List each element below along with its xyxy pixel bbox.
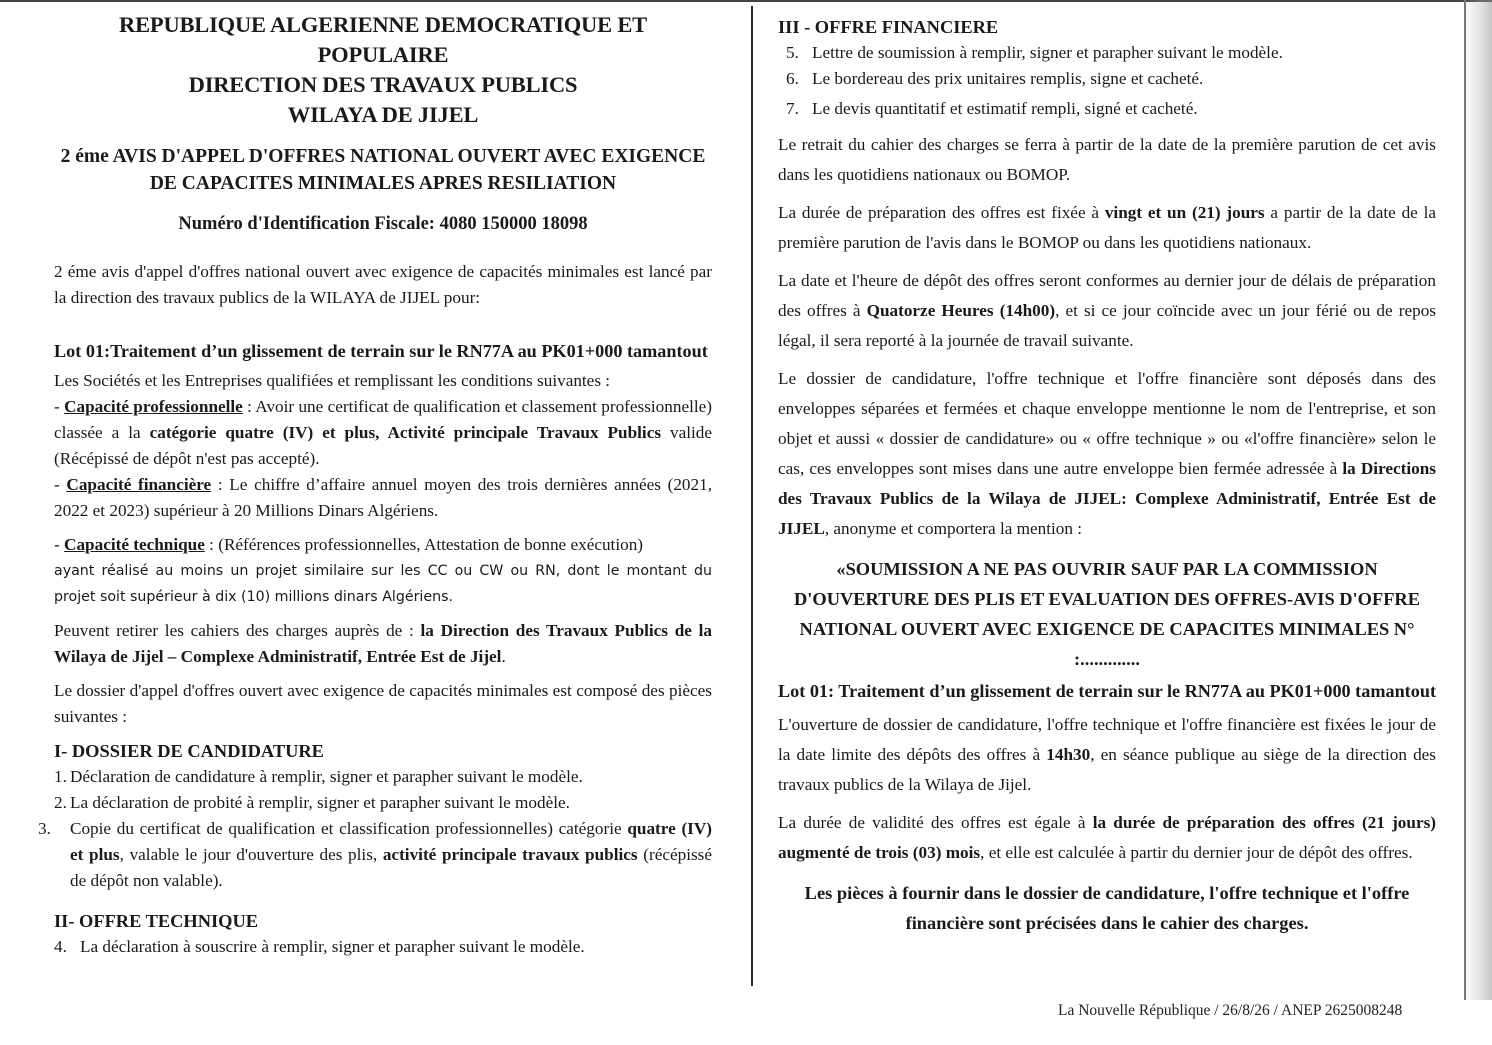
item-3-text-b: , valable le jour d'ouverture des plis, (119, 845, 383, 864)
validite-paragraph (778, 808, 1436, 868)
notice-title-line1: 2 éme AVIS D'APPEL D'OFFRES NATIONAL OUVERT AVEC EXIGENCE (60, 146, 706, 167)
ouverture-end: , en séance publique au siège de la direction des travaux publics de la Wilaya de Jijel. (778, 745, 1436, 794)
list-item: 2. La déclaration de probité à remplir, signer et parapher suivant le modèle. (54, 793, 570, 812)
mention-line1: «SOUMISSION A NE PAS OUVRIR SAUF PAR LA COMMISSION (836, 559, 1378, 579)
list-item: 1. Déclaration de candidature à remplir, signer et parapher suivant le modèle. (54, 767, 583, 786)
retrait-paragraph (54, 618, 712, 670)
item-3-bold-category: quatre (IV) et plus (70, 819, 712, 864)
depot-end: , et si ce jour coïncide avec un jour férié ou de repos légal, il sera reporté à la journée de travail suivante. (778, 301, 1436, 350)
section-offre-technique: II- OFFRE TECHNIQUE (54, 911, 259, 931)
scan-edge-shadow (1462, 0, 1492, 1000)
header-republique: REPUBLIQUE ALGERIENNE DEMOCRATIQUE ET POPULAIRE (119, 12, 647, 67)
section-offre-financiere: III - OFFRE FINANCIERE (778, 17, 999, 37)
capacite-technique-text: : (Références professionnelles, Attestation de bonne exécution) (204, 535, 644, 554)
capacite-professionnelle-text: : Avoir une certificat de qualification et classement professionnelle) classée a la (54, 397, 712, 442)
notice-title-line2: DE CAPACITES MINIMALES APRES RESILIATION (149, 173, 617, 194)
financiere-list (778, 40, 1436, 122)
notice-title (54, 143, 712, 197)
item-6-text: Le bordereau des prix unitaires remplis, signe et cacheté. (812, 69, 1204, 88)
list-item: 7. Le devis quantitatif et estimatif rempli, signé et cacheté. (786, 99, 1198, 118)
lot-heading-right: Lot 01: Traitement d’un glissement de terrain sur le RN77A au PK01+000 tamantout (778, 681, 1437, 701)
item-7-text: Le devis quantitatif et estimatif rempli, signé et cacheté. (812, 99, 1198, 118)
item-1-text: Déclaration de candidature à remplir, signer et parapher suivant le modèle. (70, 767, 583, 786)
validite-end: , et elle est calculée à partir du dernier jour de dépôt des offres. (980, 843, 1413, 862)
item-5-text: Lettre de soumission à remplir, signer et parapher suivant le modèle. (812, 43, 1283, 62)
tax-id: Numéro d'Identification Fiscale: 4080 150000 18098 (178, 214, 588, 234)
capacite-financiere-text: : Le chiffre d’affaire annuel moyen des trois dernières années (2021, 2022 et 2023) supérieur à 20 Millions Dinars Algériens. (54, 475, 712, 520)
lot-heading-left: Lot 01:Traitement d’un glissement de terrain sur le RN77A au PK01+000 tamantout (54, 341, 708, 361)
capacite-technique-label: Capacité technique (64, 535, 205, 554)
conditions-block (54, 368, 712, 610)
header-direction: DIRECTION DES TRAVAUX PUBLICS (188, 72, 578, 97)
item-3-bold-activity: activité principale travaux publics (382, 845, 638, 864)
enveloppes-address: la Directions des Travaux Publics de la Wilaya de JIJEL: Complexe Administratif, Entrée Est de JIJEL (778, 459, 1436, 538)
duree-end: a partir de la date de la première parution de l'avis dans le BOMOP ou dans les quotidiens nationaux. (778, 203, 1437, 252)
column-divider (751, 6, 753, 986)
validite-text: La durée de validité des offres est égale à (778, 813, 1093, 832)
validite-bold: la durée de préparation des offres (21 jours) augmenté de trois (03) mois (778, 813, 1436, 862)
enveloppes-end: , anonyme et comportera la mention : (824, 519, 1083, 538)
intro-paragraph: 2 éme avis d'appel d'offres national ouvert avec exigence de capacités minimales est lancé par la direction des travaux publics de la WILAYA de JIJEL pour: (54, 262, 712, 307)
retrait-text: Peuvent retirer les cahiers des charges auprès de : (54, 621, 421, 640)
depot-bold: Quatorze Heures (14h00) (866, 301, 1056, 320)
capacite-technique-detail: ayant réalisé au moins un projet similaire sur les CC ou CW ou RN, dont le montant du projet soit supérieur à dix (10) millions dinars Algériens. (54, 563, 712, 605)
mention-line2: D'OUVERTURE DES PLIS ET EVALUATION DES OFFRES-AVIS D'OFFRE (794, 589, 1420, 609)
header-wilaya: WILAYA DE JIJEL (287, 102, 479, 127)
retrait-end: . (501, 647, 506, 666)
top-rule (0, 0, 1492, 2)
left-column (38, 10, 712, 960)
ouverture-time: 14h30 (1046, 745, 1091, 764)
capacite-professionnelle-end: valide (Récépissé de dépôt n'est pas accepté). (54, 423, 712, 468)
mention-block (778, 554, 1436, 674)
list-item: 4. La déclaration à souscrire à remplir, signer et parapher suivant le modèle. (54, 937, 585, 956)
enveloppes-text: Le dossier de candidature, l'offre technique et l'offre financière sont déposés dans des enveloppes séparées et fermées et chaque enveloppe mentionne le nom de l'entreprise, et son objet et aussi « dossier de candidature» ou « offre technique » ou «l'offre financière» selon le cas, ces enveloppes sont mises dans une autre enveloppe bien fermée adressée à (778, 369, 1436, 478)
ouverture-paragraph (778, 710, 1436, 800)
capacite-technique: - Capacité technique : (Références professionnelles, Attestation de bonne exécution) (54, 535, 644, 554)
list-item: 3. Copie du certificat de qualification et classification professionnelles) catégorie quatre (IV) et plus, valable le jour d'ouverture des plis, activité principale travaux publics (récépissé de dépôt non valable). (38, 819, 712, 890)
final-note (778, 878, 1436, 938)
candidature-list (38, 764, 712, 894)
duree-paragraph (778, 198, 1436, 258)
retrait-address: la Direction des Travaux Publics de la Wilaya de Jijel – Complexe Administratif, Entrée Est de Jijel (54, 621, 712, 666)
capacite-professionnelle: - Capacité professionnelle : Avoir une certificat de qualification et classement professionnelle) classée a la catégorie quatre (IV) et plus, Activité principale Travaux Publics valide (Récépissé de dépôt n'est pas accepté). (54, 397, 712, 468)
final-note-line2: financière sont précisées dans le cahier des charges. (905, 913, 1309, 933)
section-dossier-candidature: I- DOSSIER DE CANDIDATURE (54, 741, 324, 761)
ouverture-text: L'ouverture de dossier de candidature, l'offre technique et l'offre financière est fixées le jour de la date limite des dépôts des offres à (778, 715, 1436, 764)
duree-text: La durée de préparation des offres est fixée à (778, 203, 1105, 222)
dossier-intro: Le dossier d'appel d'offres ouvert avec exigence de capacités minimales est composé des pièces suivantes : (54, 681, 712, 726)
capacite-professionnelle-bold: catégorie quatre (IV) et plus, Activité principale Travaux Publics (149, 423, 662, 442)
depot-text: La date et l'heure de dépôt des offres seront conformes au dernier jour de délais de préparation des offres à (778, 271, 1436, 320)
item-2-text: La déclaration de probité à remplir, signer et parapher suivant le modèle. (70, 793, 570, 812)
depot-paragraph (778, 266, 1436, 356)
technique-list (54, 934, 712, 960)
conditions-intro: Les Sociétés et les Entreprises qualifiées et remplissant les conditions suivantes : (54, 371, 611, 390)
scan-edge-line (1464, 0, 1466, 1000)
final-note-line1: Les pièces à fournir dans le dossier de candidature, l'offre technique et l'offre (804, 883, 1410, 903)
mention-line3: NATIONAL OUVERT AVEC EXIGENCE DE CAPACITES MINIMALES N° (799, 619, 1415, 639)
capacite-financiere: - Capacité financière : Le chiffre d’affaire annuel moyen des trois dernières années (2021, 2022 et 2023) supérieur à 20 Millions Dinars Algériens. (54, 475, 712, 520)
capacite-professionnelle-label: Capacité professionnelle (64, 397, 243, 416)
mention-line4: :............. (1074, 649, 1140, 669)
item-3-text: Copie du certificat de qualification et classification professionnelles) catégorie (70, 819, 628, 838)
capacite-financiere-label: Capacité financière (66, 475, 212, 494)
publication-source: La Nouvelle République / 26/8/26 / ANEP 2625008248 (1058, 1002, 1403, 1019)
list-item: 6. Le bordereau des prix unitaires remplis, signe et cacheté. (786, 69, 1204, 88)
retrait-cahier-paragraph: Le retrait du cahier des charges se ferra à partir de la date de la première parution de cet avis dans les quotidiens nationaux ou BOMOP. (778, 135, 1436, 184)
enveloppes-paragraph (778, 364, 1436, 544)
item-4-text: La déclaration à souscrire à remplir, signer et parapher suivant le modèle. (80, 937, 585, 956)
item-3-text-c: (récépissé de dépôt non valable). (70, 845, 712, 890)
duree-bold: vingt et un (21) jours (1104, 203, 1265, 222)
right-column (778, 14, 1436, 938)
list-item: 5. Lettre de soumission à remplir, signer et parapher suivant le modèle. (786, 43, 1283, 62)
